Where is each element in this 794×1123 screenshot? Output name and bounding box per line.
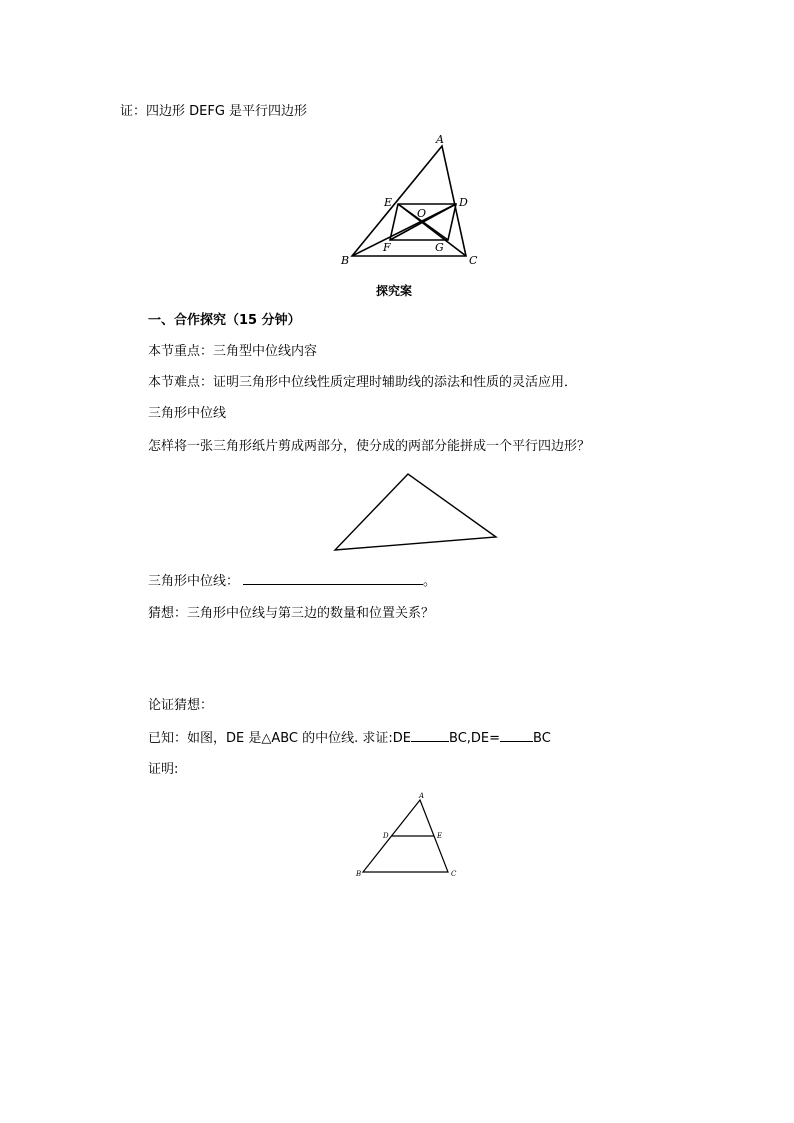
label2-a: A	[419, 792, 425, 800]
midline-def-label: 三角形中位线：	[148, 574, 240, 589]
label2-e: E	[437, 832, 443, 840]
given-prefix: 已知：如图，DE 是△ABC 的中位线. 求证:DE	[148, 731, 412, 746]
diagonal-eg	[398, 204, 448, 240]
label-o: O	[417, 207, 427, 220]
argue-heading: 论证猜想：	[148, 698, 214, 713]
label-f: F	[383, 241, 391, 254]
topic: 三角形中位线	[148, 406, 227, 421]
given-blank-2[interactable]	[500, 729, 533, 742]
label-c: C	[469, 254, 478, 267]
median-bd	[352, 204, 456, 256]
midline-def-blank[interactable]	[243, 572, 423, 585]
midline-definition	[148, 572, 436, 591]
triangle-abc-2	[363, 800, 448, 872]
label-d: D	[459, 196, 468, 209]
median-ce	[398, 204, 466, 256]
heading-cooperative-inquiry: 一、合作探究（15 分钟）	[148, 313, 301, 328]
given-end: BC	[533, 731, 551, 746]
triangle-abc	[352, 146, 466, 256]
section-title: 探究案	[376, 284, 413, 298]
guess: 猜想：三角形中位线与第三边的数量和位置关系？	[148, 606, 435, 621]
question: 怎样将一张三角形纸片剪成两部分，使分成的两部分能拼成一个平行四边形？	[148, 439, 591, 454]
label-b: B	[341, 254, 350, 267]
label2-b: B	[356, 870, 362, 878]
label2-c: C	[451, 870, 457, 878]
label-a: A	[436, 133, 444, 146]
midline-def-end: 。	[423, 574, 437, 589]
key-point: 本节重点：三角型中位线内容	[148, 344, 318, 359]
diagonal-df	[390, 204, 456, 240]
given-mid: BC,DE=	[449, 731, 501, 746]
given-blank-1[interactable]	[411, 729, 449, 742]
label2-d: D	[383, 832, 389, 840]
difficulty: 本节难点：证明三角形中位线性质定理时辅助线的添法和性质的灵活应用．	[148, 375, 578, 390]
prove-statement: 证：四边形 DEFG 是平行四边形	[120, 104, 308, 119]
label-e: E	[384, 196, 393, 209]
quad-edgf	[390, 204, 456, 240]
triangle-plain	[335, 474, 496, 550]
label-g: G	[435, 241, 444, 254]
given-statement	[148, 729, 551, 748]
proof-label: 证明:	[148, 762, 179, 777]
